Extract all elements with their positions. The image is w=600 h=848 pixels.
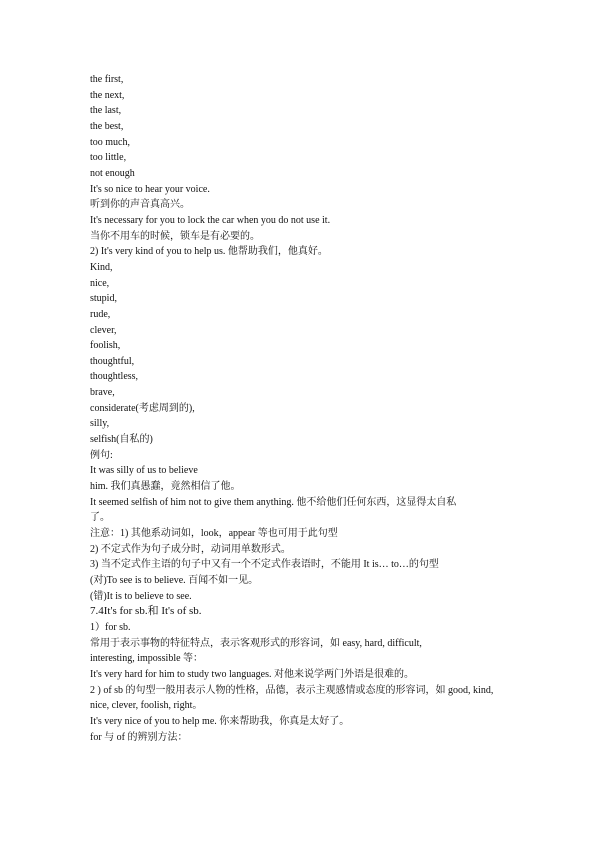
text-line: It's necessary for you to lock the car when you do not use it. — [90, 214, 331, 226]
text-line: not enough — [90, 167, 135, 179]
text-line: considerate(考虑周到的), — [90, 402, 195, 414]
text-line: 2) 不定式作为句子成分时，动词用单数形式。 — [90, 543, 291, 555]
text-line: It's so nice to hear your voice. — [90, 183, 210, 195]
text-line: 2 ) of sb 的句型一般用表示人物的性格，品德，表示主观感情或态度的形容词，如 good, kind, — [90, 684, 494, 696]
text-line: It's very nice of you to help me. 你来帮助我，你真是太好了。 — [90, 715, 350, 727]
text-line: 了。 — [90, 512, 110, 524]
text-line: 注意：1) 其他系动词如，look，appear 等也可用于此句型 — [90, 528, 338, 540]
text-line: clever, — [90, 324, 117, 336]
text-line: It seemed selfish of him not to give them anything. 他不给他们任何东西，这显得太自私 — [90, 496, 457, 508]
text-line: thoughtful, — [90, 355, 135, 367]
section-heading: 7.4It's for sb.和 It's of sb. — [90, 605, 202, 618]
text-line: the last, — [90, 105, 122, 117]
text-line: (错)It is to believe to see. — [90, 590, 192, 602]
text-line: the first, — [90, 74, 124, 85]
text-line: (对)To see is to believe. 百闻不如一见。 — [90, 575, 259, 586]
text-line: silly, — [90, 418, 110, 430]
text-line: 2) It's very kind of you to help us. 他帮助我们，他真好。 — [90, 246, 328, 258]
text-line: stupid, — [90, 293, 117, 305]
text-line: 听到你的声音真高兴。 — [90, 199, 190, 211]
text-line: for 与 of 的辨别方法： — [90, 731, 188, 743]
text-line: too much, — [90, 136, 130, 148]
text-line: 3) 当不定式作主语的句子中又有一个不定式作表语时，不能用 It is… to…的句型 — [90, 559, 439, 571]
text-line: It's very hard for him to study two languages. 对他来说学两门外语是很难的。 — [90, 668, 414, 680]
text-line: 1）for sb. — [90, 621, 131, 633]
text-line: thoughtless, — [90, 371, 139, 383]
text-line: 例句: — [90, 449, 113, 461]
text-line: Kind, — [90, 261, 113, 273]
document-body — [90, 72, 520, 745]
text-line: the best, — [90, 120, 124, 132]
text-line: selfish(自私的) — [90, 434, 153, 446]
text-line: rude, — [90, 308, 111, 320]
text-line: nice, clever, foolish, right。 — [90, 700, 203, 712]
text-line: It was silly of us to believe — [90, 465, 198, 477]
text-line: too little, — [90, 152, 127, 164]
text-line: nice, — [90, 277, 110, 289]
text-line: him. 我们真愚蠢，竟然相信了他。 — [90, 481, 241, 493]
text-line: the next, — [90, 89, 125, 101]
text-line: foolish, — [90, 340, 121, 352]
text-line: 常用于表示事物的特征特点，表示客观形式的形容词，如 easy, hard, difficult, — [90, 637, 422, 649]
text-line: interesting, impossible 等： — [90, 653, 204, 665]
text-line: brave, — [90, 387, 115, 399]
text-line: 当你不用车的时候，锁车是有必要的。 — [90, 230, 260, 242]
